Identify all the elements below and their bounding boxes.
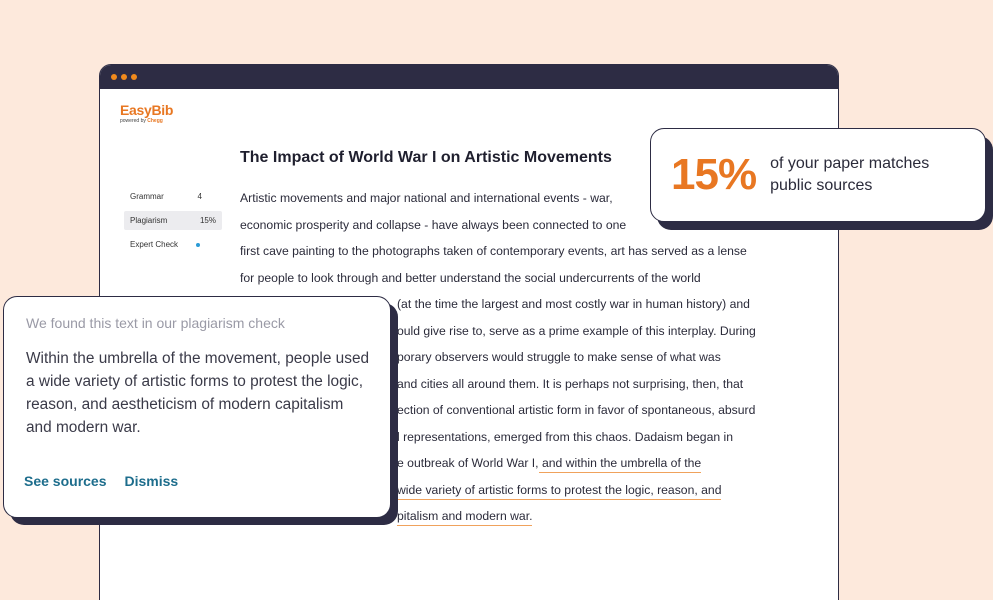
sidebar-item-label: Plagiarism [130, 216, 168, 225]
doc-line: l representations, emerged from this chaos. Dadaism began in [397, 429, 734, 444]
logo-text: EasyBib [120, 102, 174, 118]
status-dot-icon [196, 243, 200, 247]
see-sources-button[interactable]: See sources [24, 473, 107, 489]
doc-text: e outbreak of World War I, [397, 456, 539, 470]
easybib-logo[interactable] [120, 103, 173, 124]
window-dot-3[interactable] [131, 74, 137, 80]
matched-text-highlight[interactable]: wide variety of artistic forms to protest the logic, reason, and [397, 483, 721, 500]
window-titlebar [100, 65, 838, 89]
document-title: The Impact of World War I on Artistic Movements [240, 149, 612, 166]
doc-line: for people to look through and better understand the social undercurrents of the world [240, 270, 701, 285]
plagiarism-percent: 15% [199, 216, 216, 225]
matched-text-quote: Within the umbrella of the movement, people used a wide variety of artistic forms to protest the logic, reason, and aestheticism of modern capitalism and modern war. [26, 350, 370, 436]
grammar-count: 4 [197, 192, 202, 201]
sidebar-item-label: Expert Check [130, 240, 179, 249]
plagiarism-score-card [650, 128, 986, 222]
doc-line: and cities all around them. It is perhaps not surprising, then, that [397, 376, 744, 391]
doc-line: ection of conventional artistic form in favor of spontaneous, absurd [397, 403, 756, 417]
popup-actions [24, 473, 178, 489]
doc-line: (at the time the largest and most costly war in human history) and [397, 297, 750, 311]
sidebar-item-expert-check[interactable] [124, 235, 222, 254]
logo-subtext: powered by Chegg [120, 118, 163, 124]
matched-text-highlight[interactable]: and within the umbrella of the [539, 456, 702, 473]
plagiarism-match-popup [3, 296, 391, 518]
dismiss-button[interactable]: Dismiss [124, 473, 179, 489]
window-dot-2[interactable] [121, 74, 127, 80]
doc-line: economic prosperity and collapse - have always been connected to one [240, 217, 627, 232]
score-percent: 15% [671, 150, 757, 199]
sidebar-item-grammar[interactable] [124, 187, 222, 206]
check-sidebar [124, 187, 222, 259]
popup-heading: We found this text in our plagiarism check [26, 315, 285, 331]
matched-text-highlight[interactable]: pitalism and modern war. [397, 509, 532, 526]
sidebar-item-label: Grammar [130, 192, 164, 201]
doc-line: ould give rise to, serve as a prime example of this interplay. During [397, 323, 756, 338]
doc-line: Artistic movements and major national and international events - war, [240, 191, 613, 205]
doc-line: first cave painting to the photographs taken of contemporary events, art has served as a lense [240, 244, 747, 258]
sidebar-item-plagiarism[interactable] [124, 211, 222, 230]
score-description: of your paper matches public sources [770, 155, 930, 194]
doc-line: porary observers would struggle to make sense of what was [397, 350, 721, 364]
window-dot-1[interactable] [111, 74, 117, 80]
